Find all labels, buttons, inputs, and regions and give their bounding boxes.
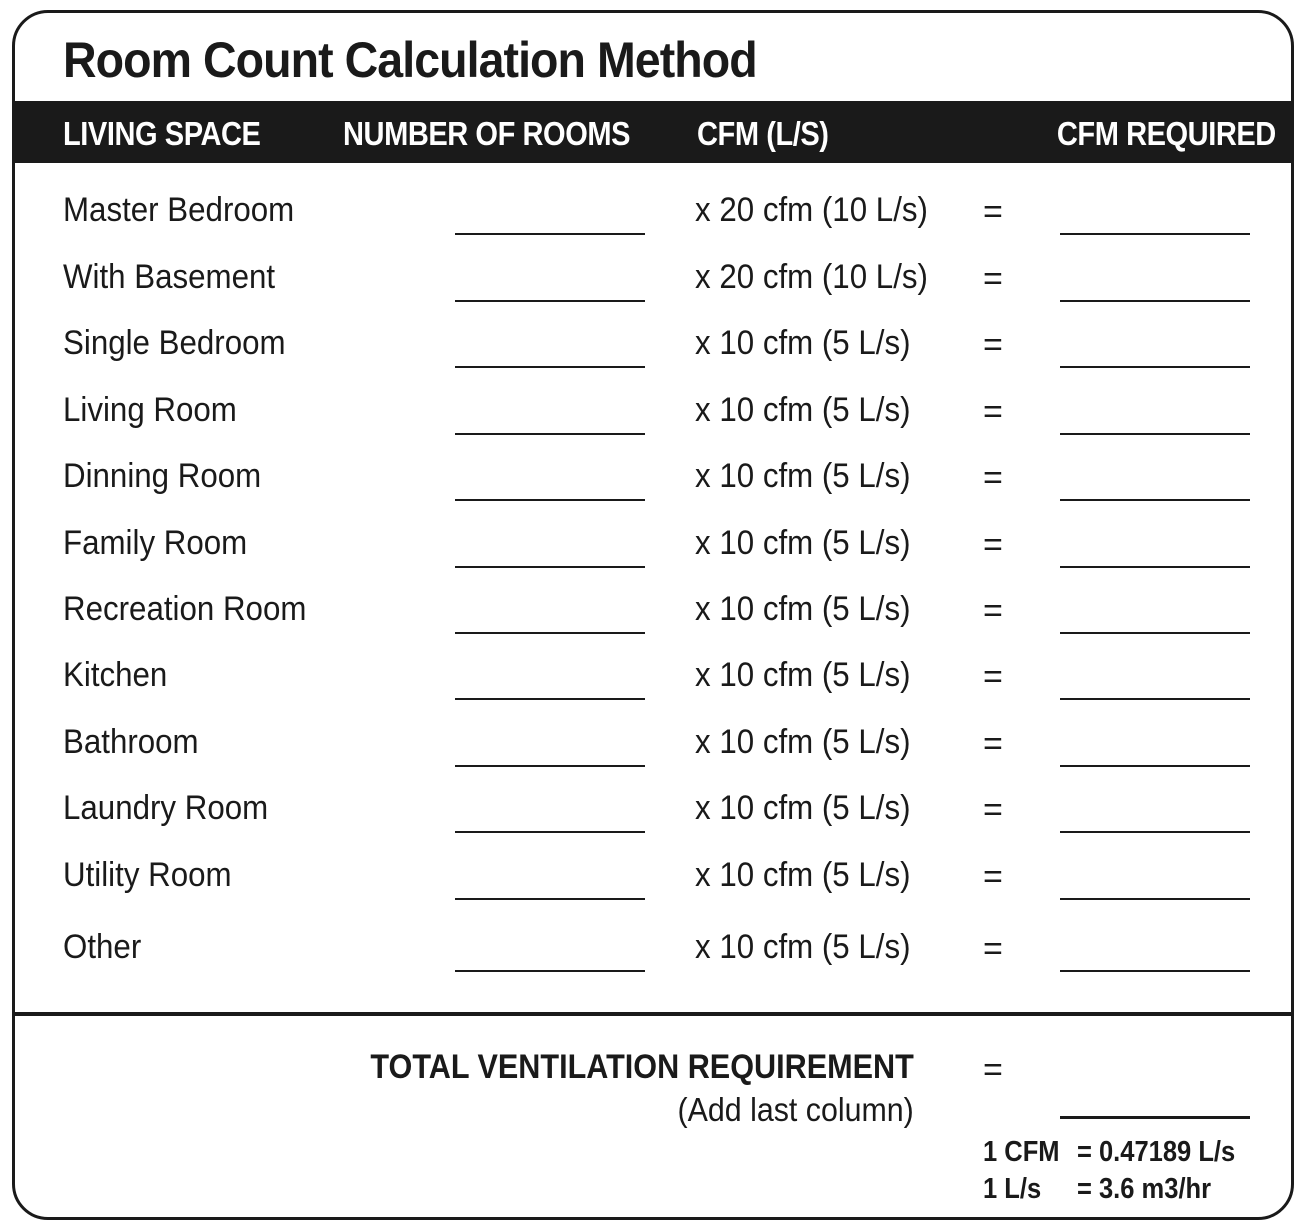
number-of-rooms-field[interactable] (455, 433, 645, 435)
room-name: Bathroom (63, 723, 199, 761)
total-divider (15, 1012, 1291, 1016)
conversion-unit-cfm: 1 CFM (983, 1136, 1060, 1168)
total-label: TOTAL VENTILATION REQUIREMENT (370, 1048, 914, 1086)
table-header (15, 101, 1291, 163)
number-of-rooms-field[interactable] (455, 632, 645, 634)
cfm-rate: x 10 cfm (5 L/s) (695, 856, 911, 894)
table-row (15, 656, 1291, 716)
room-name: Single Bedroom (63, 324, 286, 362)
equals-sign: = (983, 930, 1003, 968)
room-name: Master Bedroom (63, 191, 295, 229)
equals-sign: = (983, 658, 1003, 696)
equals-sign: = (983, 260, 1003, 298)
cfm-rate: x 10 cfm (5 L/s) (695, 524, 911, 562)
number-of-rooms-field[interactable] (455, 499, 645, 501)
cfm-required-field[interactable] (1060, 970, 1250, 972)
equals-sign: = (983, 858, 1003, 896)
equals-sign: = (983, 459, 1003, 497)
cfm-required-field[interactable] (1060, 632, 1250, 634)
cfm-required-field[interactable] (1060, 698, 1250, 700)
table-row (15, 457, 1291, 517)
equals-sign: = (983, 725, 1003, 763)
equals-sign: = (983, 592, 1003, 630)
number-of-rooms-field[interactable] (455, 970, 645, 972)
cfm-required-field[interactable] (1060, 233, 1250, 235)
table-row (15, 590, 1291, 650)
room-name: Living Room (63, 391, 237, 429)
equals-sign: = (983, 791, 1003, 829)
conversion-unit-ls: 1 L/s (983, 1173, 1042, 1205)
number-of-rooms-field[interactable] (455, 765, 645, 767)
room-name: Kitchen (63, 656, 168, 694)
header-cfm-ls: CFM (L/S) (697, 115, 829, 152)
equals-sign: = (983, 393, 1003, 431)
room-name: Laundry Room (63, 789, 269, 827)
cfm-rate: x 10 cfm (5 L/s) (695, 457, 911, 495)
total-sub-label: (Add last column) (677, 1091, 914, 1128)
cfm-required-field[interactable] (1060, 566, 1250, 568)
table-row (15, 391, 1291, 451)
cfm-rate: x 10 cfm (5 L/s) (695, 590, 911, 628)
cfm-required-field[interactable] (1060, 765, 1250, 767)
cfm-required-field[interactable] (1060, 366, 1250, 368)
cfm-rate: x 20 cfm (10 L/s) (695, 191, 928, 229)
room-name: Recreation Room (63, 590, 307, 628)
table-row (15, 324, 1291, 384)
number-of-rooms-field[interactable] (455, 566, 645, 568)
cfm-rate: x 10 cfm (5 L/s) (695, 789, 911, 827)
page-title: Room Count Calculation Method (63, 32, 757, 88)
table-row (15, 723, 1291, 783)
number-of-rooms-field[interactable] (455, 831, 645, 833)
cfm-rate: x 20 cfm (10 L/s) (695, 258, 928, 296)
cfm-rate: x 10 cfm (5 L/s) (695, 656, 911, 694)
cfm-required-field[interactable] (1060, 433, 1250, 435)
room-name: Other (63, 928, 142, 966)
cfm-rate: x 10 cfm (5 L/s) (695, 928, 911, 966)
number-of-rooms-field[interactable] (455, 366, 645, 368)
cfm-rate: x 10 cfm (5 L/s) (695, 391, 911, 429)
cfm-required-field[interactable] (1060, 898, 1250, 900)
equals-sign: = (983, 326, 1003, 364)
cfm-rate: x 10 cfm (5 L/s) (695, 723, 911, 761)
number-of-rooms-field[interactable] (455, 300, 645, 302)
conversion-value-ls: = 3.6 m3/hr (1077, 1173, 1212, 1205)
equals-sign: = (983, 193, 1003, 231)
total-equals-sign: = (983, 1051, 1003, 1089)
calculation-card (12, 10, 1294, 1220)
room-name: With Basement (63, 258, 276, 296)
number-of-rooms-field[interactable] (455, 698, 645, 700)
table-row (15, 258, 1291, 318)
table-row (15, 191, 1291, 251)
total-blank-field[interactable] (1060, 1116, 1250, 1119)
number-of-rooms-field[interactable] (455, 233, 645, 235)
header-number-of-rooms: NUMBER OF ROOMS (343, 115, 631, 152)
table-row (15, 856, 1291, 916)
header-living-space: LIVING SPACE (63, 115, 261, 152)
number-of-rooms-field[interactable] (455, 898, 645, 900)
cfm-required-field[interactable] (1060, 499, 1250, 501)
table-row (15, 524, 1291, 584)
cfm-required-field[interactable] (1060, 831, 1250, 833)
room-name: Family Room (63, 524, 248, 562)
equals-sign: = (983, 526, 1003, 564)
header-cfm-required: CFM REQUIRED (1057, 115, 1276, 152)
room-name: Utility Room (63, 856, 232, 894)
cfm-rate: x 10 cfm (5 L/s) (695, 324, 911, 362)
room-name: Dinning Room (63, 457, 262, 495)
table-row (15, 928, 1291, 988)
conversion-value-cfm: = 0.47189 L/s (1077, 1136, 1236, 1168)
cfm-required-field[interactable] (1060, 300, 1250, 302)
table-row (15, 789, 1291, 849)
